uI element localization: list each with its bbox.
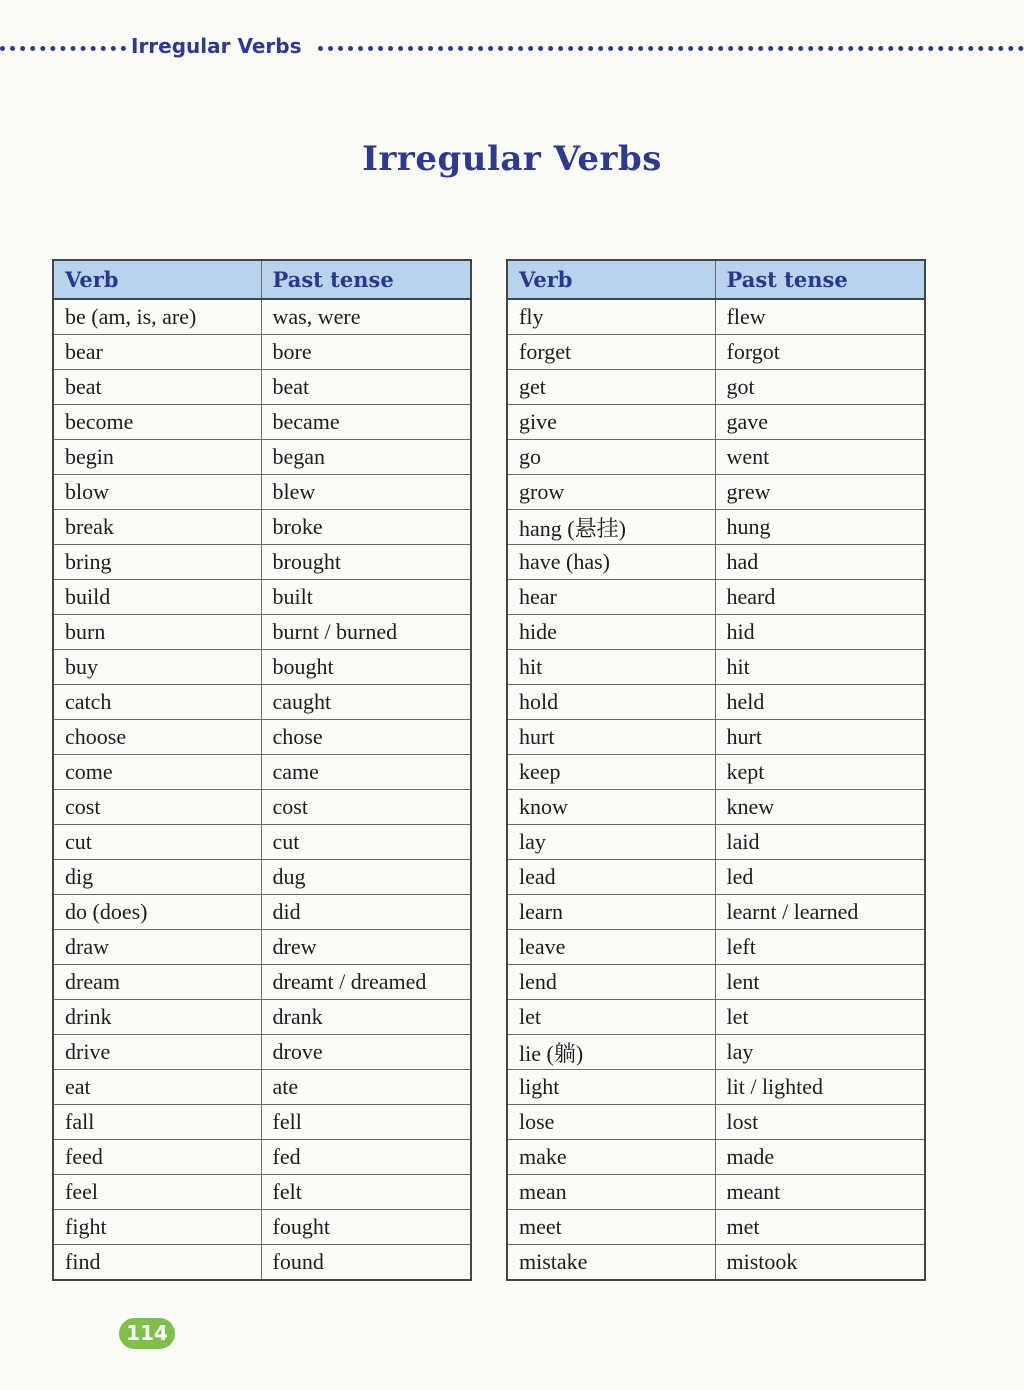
verb-cell: lie (躺) — [507, 1035, 715, 1070]
verb-cell: burn — [53, 615, 261, 650]
past-tense-cell: laid — [715, 825, 925, 860]
past-tense-cell: led — [715, 860, 925, 895]
table-body-right — [507, 299, 925, 1280]
table-row — [53, 860, 471, 895]
verb-cell: know — [507, 790, 715, 825]
past-tense-cell: found — [261, 1245, 471, 1281]
table-row — [53, 405, 471, 440]
table-row — [53, 755, 471, 790]
table-row — [53, 825, 471, 860]
past-tense-cell: fought — [261, 1210, 471, 1245]
past-tense-cell: hid — [715, 615, 925, 650]
table-row — [507, 825, 925, 860]
verb-cell: get — [507, 370, 715, 405]
past-tense-cell: lit / lighted — [715, 1070, 925, 1105]
table-row — [507, 580, 925, 615]
past-tense-cell: broke — [261, 510, 471, 545]
verb-cell: leave — [507, 930, 715, 965]
past-tense-cell: came — [261, 755, 471, 790]
verb-cell: lead — [507, 860, 715, 895]
past-tense-cell: drove — [261, 1035, 471, 1070]
table-header-row — [53, 260, 471, 299]
table-row — [53, 440, 471, 475]
table-row — [507, 510, 925, 545]
table-row — [53, 615, 471, 650]
table-row — [507, 440, 925, 475]
past-tense-cell: caught — [261, 685, 471, 720]
past-tense-cell: was, were — [261, 299, 471, 335]
past-tense-cell: built — [261, 580, 471, 615]
table-row — [507, 1105, 925, 1140]
verb-cell: find — [53, 1245, 261, 1281]
past-tense-cell: got — [715, 370, 925, 405]
table-row — [53, 1105, 471, 1140]
verb-cell: come — [53, 755, 261, 790]
past-tense-cell: had — [715, 545, 925, 580]
past-tense-cell: brought — [261, 545, 471, 580]
verb-cell: feel — [53, 1175, 261, 1210]
table-row — [53, 1070, 471, 1105]
column-header-verb: Verb — [53, 260, 261, 299]
past-tense-cell: drew — [261, 930, 471, 965]
verb-cell: fly — [507, 299, 715, 335]
verb-cell: hurt — [507, 720, 715, 755]
past-tense-cell: flew — [715, 299, 925, 335]
past-tense-cell: chose — [261, 720, 471, 755]
table-row — [507, 1245, 925, 1281]
verb-cell: eat — [53, 1070, 261, 1105]
table-row — [507, 335, 925, 370]
verb-cell: become — [53, 405, 261, 440]
table-row — [53, 930, 471, 965]
verb-cell: fight — [53, 1210, 261, 1245]
dotted-rule-left — [0, 46, 126, 51]
verb-cell: lose — [507, 1105, 715, 1140]
past-tense-cell: bought — [261, 650, 471, 685]
verb-cell: hide — [507, 615, 715, 650]
table-row — [53, 650, 471, 685]
verb-cell: drink — [53, 1000, 261, 1035]
past-tense-cell: hurt — [715, 720, 925, 755]
verb-cell: beat — [53, 370, 261, 405]
irregular-verbs-table-left — [52, 259, 472, 1281]
verb-cell: make — [507, 1140, 715, 1175]
verb-cell: drive — [53, 1035, 261, 1070]
table-row — [507, 299, 925, 335]
table-row — [53, 895, 471, 930]
table-row — [507, 650, 925, 685]
verb-cell: lay — [507, 825, 715, 860]
table-row — [53, 370, 471, 405]
table-row — [53, 1035, 471, 1070]
column-header-past-tense: Past tense — [261, 260, 471, 299]
table-body-left — [53, 299, 471, 1280]
table-row — [53, 1210, 471, 1245]
past-tense-cell: blew — [261, 475, 471, 510]
verb-cell: be (am, is, are) — [53, 299, 261, 335]
table-row — [507, 475, 925, 510]
past-tense-cell: grew — [715, 475, 925, 510]
past-tense-cell: burnt / burned — [261, 615, 471, 650]
verb-cell: hang (悬挂) — [507, 510, 715, 545]
past-tense-cell: knew — [715, 790, 925, 825]
verb-cell: draw — [53, 930, 261, 965]
table-row — [507, 405, 925, 440]
table-row — [53, 475, 471, 510]
table-row — [53, 1140, 471, 1175]
past-tense-cell: went — [715, 440, 925, 475]
verb-cell: learn — [507, 895, 715, 930]
verb-cell: bear — [53, 335, 261, 370]
verb-cell: have (has) — [507, 545, 715, 580]
table-header-row — [507, 260, 925, 299]
verb-cell: give — [507, 405, 715, 440]
past-tense-cell: left — [715, 930, 925, 965]
past-tense-cell: lost — [715, 1105, 925, 1140]
column-header-past-tense: Past tense — [715, 260, 925, 299]
table-row — [53, 790, 471, 825]
verb-cell: light — [507, 1070, 715, 1105]
page-number-badge: 114 — [119, 1318, 175, 1349]
past-tense-cell: dug — [261, 860, 471, 895]
verb-cell: choose — [53, 720, 261, 755]
past-tense-cell: kept — [715, 755, 925, 790]
verb-cell: forget — [507, 335, 715, 370]
past-tense-cell: let — [715, 1000, 925, 1035]
table-row — [53, 299, 471, 335]
past-tense-cell: cut — [261, 825, 471, 860]
past-tense-cell: fell — [261, 1105, 471, 1140]
table-row — [507, 755, 925, 790]
table-row — [53, 685, 471, 720]
page-title: Irregular Verbs — [362, 138, 662, 179]
verb-cell: blow — [53, 475, 261, 510]
past-tense-cell: bore — [261, 335, 471, 370]
table-row — [507, 1175, 925, 1210]
past-tense-cell: learnt / learned — [715, 895, 925, 930]
verb-cell: cut — [53, 825, 261, 860]
table-row — [507, 790, 925, 825]
dotted-rule-right — [318, 46, 1024, 51]
table-row — [53, 1245, 471, 1281]
table-row — [507, 1035, 925, 1070]
verb-cell: hit — [507, 650, 715, 685]
past-tense-cell: heard — [715, 580, 925, 615]
verb-cell: dream — [53, 965, 261, 1000]
past-tense-cell: lent — [715, 965, 925, 1000]
verb-cell: begin — [53, 440, 261, 475]
table-row — [507, 1070, 925, 1105]
table-row — [507, 615, 925, 650]
verb-cell: grow — [507, 475, 715, 510]
verb-cell: cost — [53, 790, 261, 825]
verb-cell: break — [53, 510, 261, 545]
table-row — [507, 860, 925, 895]
table-row — [507, 895, 925, 930]
verb-cell: mistake — [507, 1245, 715, 1281]
table-row — [53, 545, 471, 580]
table-row — [53, 1000, 471, 1035]
past-tense-cell: met — [715, 1210, 925, 1245]
table-row — [507, 370, 925, 405]
table-row — [53, 335, 471, 370]
table-row — [507, 1210, 925, 1245]
past-tense-cell: forgot — [715, 335, 925, 370]
verb-cell: do (does) — [53, 895, 261, 930]
past-tense-cell: cost — [261, 790, 471, 825]
past-tense-cell: did — [261, 895, 471, 930]
past-tense-cell: ate — [261, 1070, 471, 1105]
table-row — [507, 965, 925, 1000]
verb-cell: hear — [507, 580, 715, 615]
table-row — [507, 1140, 925, 1175]
table-row — [53, 580, 471, 615]
verb-cell: fall — [53, 1105, 261, 1140]
past-tense-cell: became — [261, 405, 471, 440]
verb-cell: hold — [507, 685, 715, 720]
past-tense-cell: mistook — [715, 1245, 925, 1281]
past-tense-cell: gave — [715, 405, 925, 440]
past-tense-cell: began — [261, 440, 471, 475]
table-row — [53, 510, 471, 545]
verb-cell: catch — [53, 685, 261, 720]
column-header-verb: Verb — [507, 260, 715, 299]
table-row — [53, 720, 471, 755]
table-row — [507, 545, 925, 580]
past-tense-cell: fed — [261, 1140, 471, 1175]
verb-cell: feed — [53, 1140, 261, 1175]
past-tense-cell: dreamt / dreamed — [261, 965, 471, 1000]
verb-cell: lend — [507, 965, 715, 1000]
table-row — [507, 685, 925, 720]
table-row — [507, 930, 925, 965]
past-tense-cell: beat — [261, 370, 471, 405]
past-tense-cell: hung — [715, 510, 925, 545]
past-tense-cell: drank — [261, 1000, 471, 1035]
verb-cell: buy — [53, 650, 261, 685]
table-row — [507, 720, 925, 755]
verb-cell: mean — [507, 1175, 715, 1210]
verb-cell: let — [507, 1000, 715, 1035]
verb-cell: meet — [507, 1210, 715, 1245]
table-row — [507, 1000, 925, 1035]
irregular-verbs-table-right — [506, 259, 926, 1281]
verb-cell: keep — [507, 755, 715, 790]
past-tense-cell: held — [715, 685, 925, 720]
verb-cell: dig — [53, 860, 261, 895]
verb-cell: bring — [53, 545, 261, 580]
table-row — [53, 1175, 471, 1210]
verb-cell: build — [53, 580, 261, 615]
past-tense-cell: made — [715, 1140, 925, 1175]
verb-cell: go — [507, 440, 715, 475]
running-header-title: Irregular Verbs — [131, 34, 302, 58]
past-tense-cell: meant — [715, 1175, 925, 1210]
past-tense-cell: hit — [715, 650, 925, 685]
running-header — [0, 30, 1024, 66]
past-tense-cell: lay — [715, 1035, 925, 1070]
past-tense-cell: felt — [261, 1175, 471, 1210]
table-row — [53, 965, 471, 1000]
